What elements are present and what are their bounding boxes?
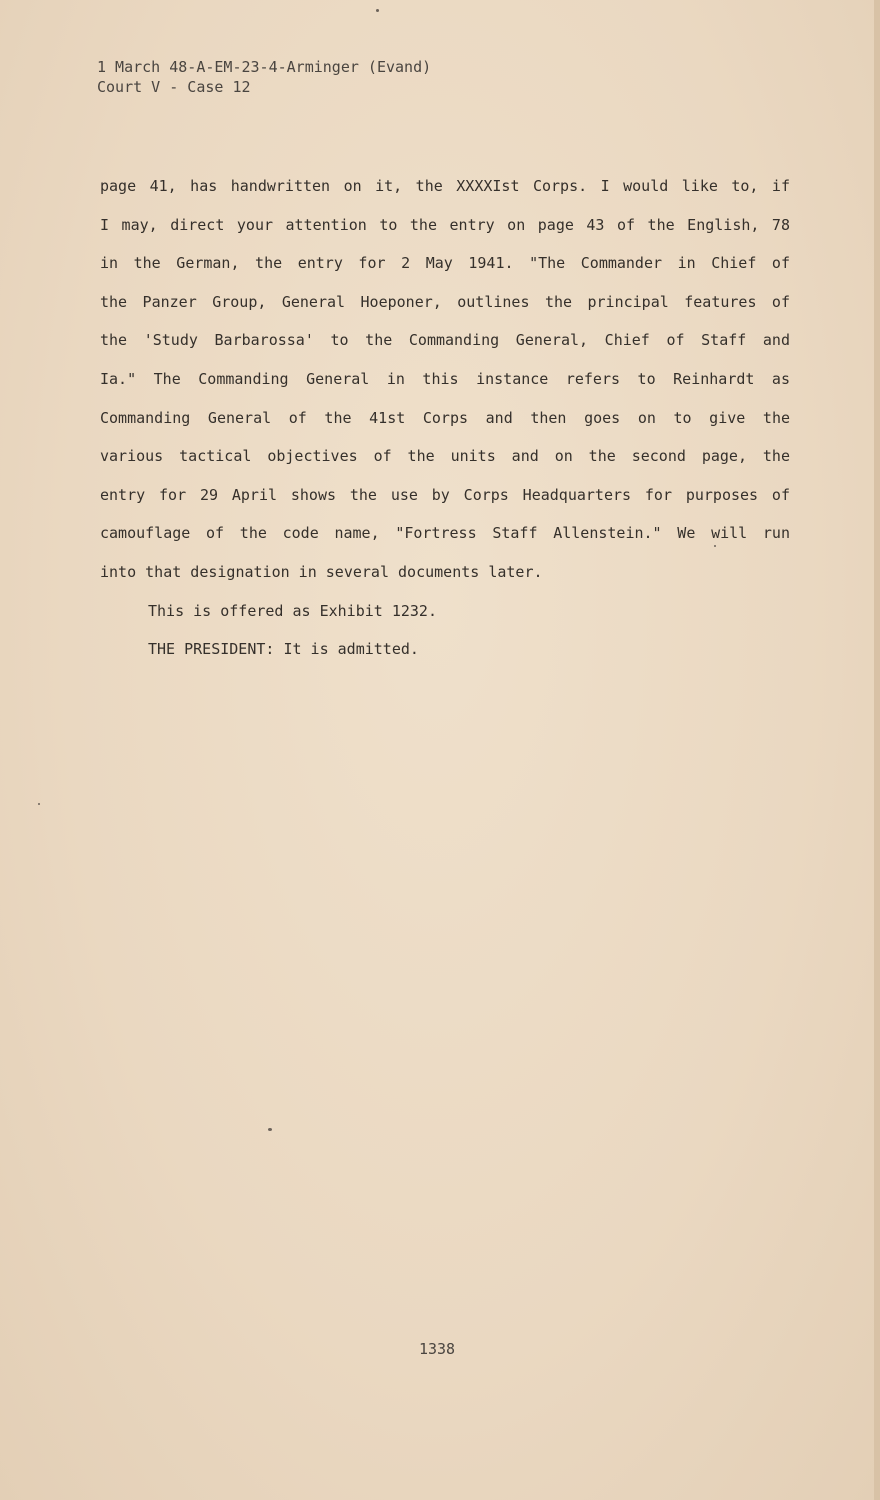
body-line: various tactical objectives of the units and on the second page, the: [100, 447, 790, 466]
body-line: camouflage of the code name, "Fortress Staff Allenstein." We will run: [100, 524, 790, 543]
body-line: the 'Study Barbarossa' to the Commanding General, Chief of Staff and: [100, 331, 790, 350]
page-number: 1338: [418, 1340, 456, 1358]
header-line-1: 1 March 48-A-EM-23-4-Arminger (Evand): [97, 58, 432, 76]
body-line: the Panzer Group, General Hoeponer, outlines the principal features of: [100, 292, 790, 311]
body-line: Commanding General of the 41st Corps and then goes on to give the: [100, 408, 790, 427]
header-line-2: Court V - Case 12: [97, 78, 251, 96]
paper-speck: [376, 9, 379, 12]
document-header: [97, 57, 431, 97]
paper-speck: [268, 1128, 272, 1131]
body-line: into that designation in several documents later.: [100, 562, 543, 581]
paper-speck: [714, 545, 716, 547]
president-ruling-line: THE PRESIDENT: It is admitted.: [148, 640, 419, 659]
body-line: page 41, has handwritten on it, the XXXXIst Corps. I would like to, if: [100, 177, 790, 195]
body-line: I may, direct your attention to the entry on page 43 of the English, 78: [100, 215, 790, 234]
body-line: entry for 29 April shows the use by Corps Headquarters for purposes of: [100, 485, 790, 504]
transcript-body: [100, 167, 790, 669]
paper-speck: [38, 803, 40, 805]
body-line: in the German, the entry for 2 May 1941. "The Commander in Chief of: [100, 254, 790, 273]
body-line: Ia." The Commanding General in this instance refers to Reinhardt as: [100, 369, 790, 388]
exhibit-offer-line: This is offered as Exhibit 1232.: [148, 601, 437, 620]
